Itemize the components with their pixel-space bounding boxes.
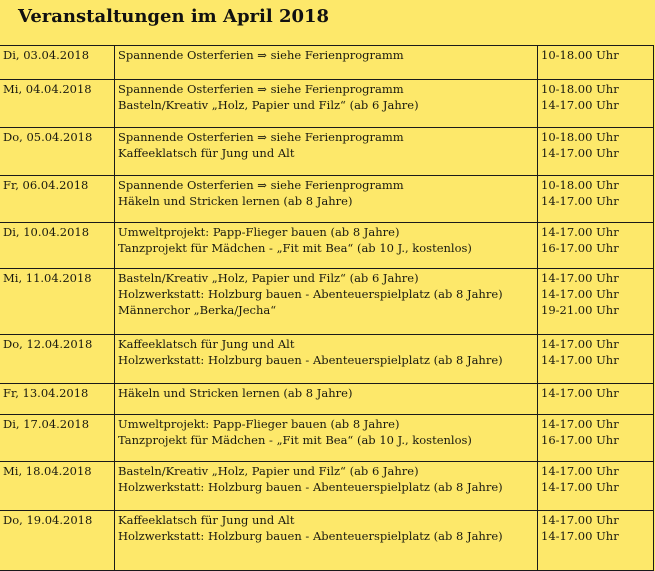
event-time: 10-18.00 Uhr: [541, 48, 619, 62]
table-row: [0, 269, 654, 335]
event-time: 14-17.00 Uhr: [541, 287, 619, 301]
event-date: Fr, 06.04.2018: [0, 176, 115, 223]
event-time: 16-17.00 Uhr: [541, 241, 619, 255]
event-time: 14-17.00 Uhr: [541, 337, 619, 351]
table-row: [0, 223, 654, 269]
table-row: [0, 128, 654, 176]
event-times: [538, 415, 654, 462]
event-time: 14-17.00 Uhr: [541, 225, 619, 239]
event-times: [538, 223, 654, 269]
event-time: 14-17.00 Uhr: [541, 98, 619, 112]
event-time: 14-17.00 Uhr: [541, 464, 619, 478]
event-times: [538, 269, 654, 335]
event-title: Häkeln und Stricken lernen (ab 8 Jahre): [118, 386, 353, 400]
event-title: Spannende Osterferien ⇒ siehe Ferienprogramm: [118, 130, 404, 144]
event-title: Basteln/Kreativ „Holz, Papier und Filz“ (ab 6 Jahre): [118, 271, 419, 285]
page-title: Veranstaltungen im April 2018: [18, 6, 330, 27]
event-date: Fr, 13.04.2018: [0, 384, 115, 415]
event-time: 16-17.00 Uhr: [541, 433, 619, 447]
event-descriptions: [115, 511, 538, 571]
event-time: 14-17.00 Uhr: [541, 529, 619, 543]
event-date: Do, 12.04.2018: [0, 335, 115, 384]
event-title: Umweltprojekt: Papp-Flieger bauen (ab 8 Jahre): [118, 225, 400, 239]
event-times: [538, 46, 654, 80]
event-title: Umweltprojekt: Papp-Flieger bauen (ab 8 Jahre): [118, 417, 400, 431]
event-title: Kaffeeklatsch für Jung und Alt: [118, 146, 295, 160]
event-title: Kaffeeklatsch für Jung und Alt: [118, 513, 295, 527]
event-time: 14-17.00 Uhr: [541, 146, 619, 160]
event-title: Tanzprojekt für Mädchen - „Fit mit Bea“ (ab 10 J., kostenlos): [118, 433, 472, 447]
table-row: [0, 462, 654, 511]
event-time: 10-18.00 Uhr: [541, 130, 619, 144]
event-date: Di, 10.04.2018: [0, 223, 115, 269]
event-time: 14-17.00 Uhr: [541, 194, 619, 208]
event-title: Basteln/Kreativ „Holz, Papier und Filz“ (ab 6 Jahre): [118, 98, 419, 112]
event-title: Spannende Osterferien ⇒ siehe Ferienprogramm: [118, 82, 404, 96]
table-row: [0, 415, 654, 462]
event-times: [538, 384, 654, 415]
table-row: [0, 384, 654, 415]
event-descriptions: [115, 46, 538, 80]
event-times: [538, 176, 654, 223]
event-title: Kaffeeklatsch für Jung und Alt: [118, 337, 295, 351]
table-row: [0, 335, 654, 384]
event-times: [538, 128, 654, 176]
table-row: [0, 511, 654, 571]
table-row: [0, 176, 654, 223]
event-descriptions: [115, 128, 538, 176]
event-time: 14-17.00 Uhr: [541, 417, 619, 431]
event-time: 14-17.00 Uhr: [541, 513, 619, 527]
event-title: Tanzprojekt für Mädchen - „Fit mit Bea“ (ab 10 J., kostenlos): [118, 241, 472, 255]
event-time: 10-18.00 Uhr: [541, 82, 619, 96]
event-title: Holzwerkstatt: Holzburg bauen - Abenteuerspielplatz (ab 8 Jahre): [118, 353, 503, 367]
event-times: [538, 462, 654, 511]
event-title: Holzwerkstatt: Holzburg bauen - Abenteuerspielplatz (ab 8 Jahre): [118, 529, 503, 543]
event-times: [538, 80, 654, 128]
event-date: Do, 05.04.2018: [0, 128, 115, 176]
event-title: Männerchor „Berka/Jecha“: [118, 303, 277, 317]
events-table-body: [0, 46, 654, 571]
table-row: [0, 80, 654, 128]
event-times: [538, 511, 654, 571]
event-descriptions: [115, 384, 538, 415]
event-time: 19-21.00 Uhr: [541, 303, 619, 317]
events-table: [0, 45, 654, 571]
event-title: Holzwerkstatt: Holzburg bauen - Abenteuerspielplatz (ab 8 Jahre): [118, 480, 503, 494]
event-date: Di, 17.04.2018: [0, 415, 115, 462]
event-title: Spannende Osterferien ⇒ siehe Ferienprogramm: [118, 178, 404, 192]
event-date: Mi, 18.04.2018: [0, 462, 115, 511]
event-descriptions: [115, 176, 538, 223]
event-time: 14-17.00 Uhr: [541, 386, 619, 400]
event-descriptions: [115, 223, 538, 269]
event-time: 14-17.00 Uhr: [541, 480, 619, 494]
event-date: Do, 19.04.2018: [0, 511, 115, 571]
event-date: Mi, 11.04.2018: [0, 269, 115, 335]
event-time: 10-18.00 Uhr: [541, 178, 619, 192]
event-descriptions: [115, 415, 538, 462]
event-title: Spannende Osterferien ⇒ siehe Ferienprogramm: [118, 48, 404, 62]
event-descriptions: [115, 269, 538, 335]
event-times: [538, 335, 654, 384]
event-time: 14-17.00 Uhr: [541, 353, 619, 367]
event-time: 14-17.00 Uhr: [541, 271, 619, 285]
event-descriptions: [115, 462, 538, 511]
event-title: Häkeln und Stricken lernen (ab 8 Jahre): [118, 194, 353, 208]
event-descriptions: [115, 335, 538, 384]
table-row: [0, 46, 654, 80]
event-title: Holzwerkstatt: Holzburg bauen - Abenteuerspielplatz (ab 8 Jahre): [118, 287, 503, 301]
event-descriptions: [115, 80, 538, 128]
event-date: Di, 03.04.2018: [0, 46, 115, 80]
event-title: Basteln/Kreativ „Holz, Papier und Filz“ (ab 6 Jahre): [118, 464, 419, 478]
event-date: Mi, 04.04.2018: [0, 80, 115, 128]
